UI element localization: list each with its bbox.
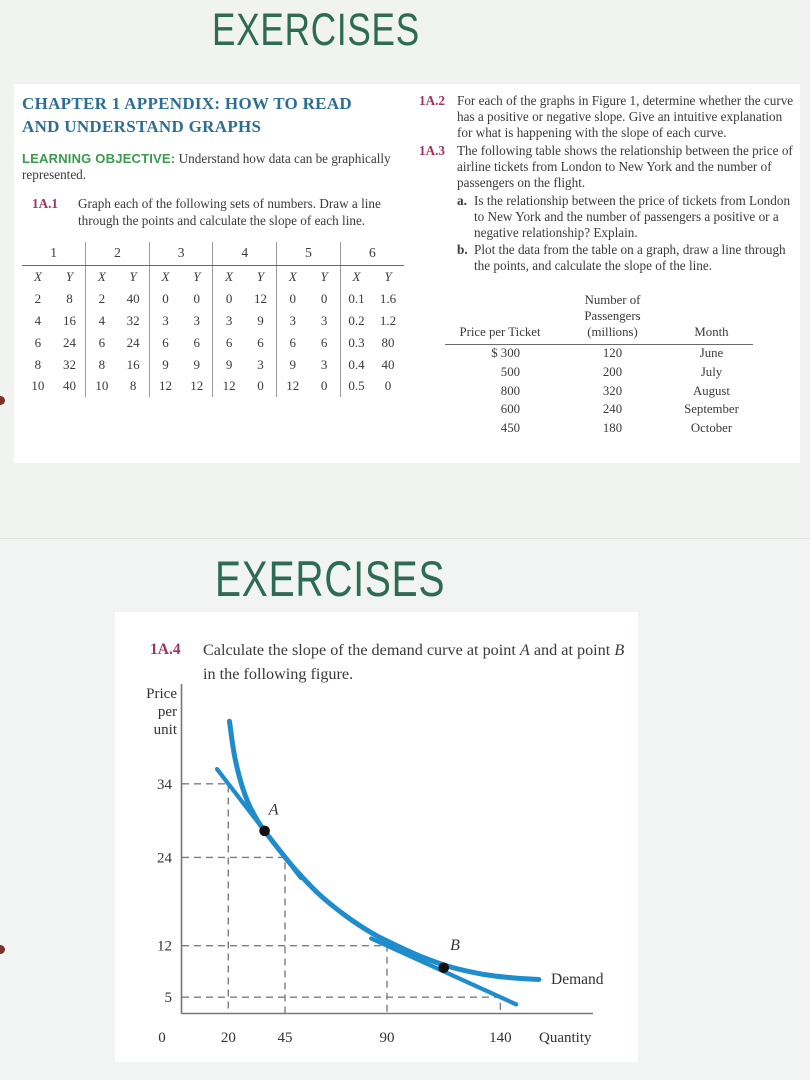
demand-curve-label: Demand — [551, 971, 604, 988]
table-cell: 10 — [86, 375, 118, 397]
text-part: and at point — [529, 641, 615, 659]
table-cell: 120 — [602, 346, 623, 361]
table-cell: 9 — [149, 354, 181, 376]
y-tick-label: 24 — [157, 850, 172, 867]
y-header: Y — [193, 269, 201, 285]
x-header: X — [86, 266, 118, 288]
table-row — [445, 419, 753, 438]
table-cell: 40 — [381, 356, 395, 372]
table-row — [22, 332, 404, 354]
section-divider — [0, 538, 810, 539]
table-cell: 1.6 — [379, 290, 397, 306]
table-cell: 0.1 — [340, 288, 372, 310]
table-cell: 9 — [213, 354, 245, 376]
table-cell: September — [684, 402, 739, 417]
origin-label: 0 — [158, 1030, 166, 1046]
table-cell: 24 — [126, 334, 140, 350]
table-row — [445, 401, 753, 420]
table-cell: 6 — [86, 332, 118, 354]
table-cell: 16 — [62, 312, 76, 328]
text-part: in the following figure. — [203, 665, 354, 684]
x-tick-label: 140 — [489, 1030, 512, 1046]
column-header: Price per Ticket — [445, 292, 555, 344]
sub-item-text: Is the relationship between the price of tickets from London to New York and the number of passengers a positive or a negative relationship? Explain. — [474, 192, 791, 240]
x-header: X — [213, 266, 245, 288]
page-bottom-panel — [115, 612, 638, 1062]
table-cell: 0 — [257, 378, 264, 394]
dashed-guide — [182, 784, 228, 1014]
table-cell: 450 — [500, 420, 520, 435]
exercise-number: 1A.4 — [150, 641, 181, 658]
table-cell: 320 — [602, 383, 623, 398]
text-part: Calculate the slope of the demand curve at point — [203, 641, 520, 659]
dashed-guide — [182, 997, 500, 1013]
table-cell: 4 — [34, 312, 42, 328]
table-cell: 600 — [500, 402, 520, 417]
chapter-heading: CHAPTER 1 APPENDIX: HOW TO READ AND UNDERSTAND GRAPHS — [22, 94, 352, 136]
table-cell: 16 — [126, 356, 140, 372]
point-b-dot — [438, 962, 449, 973]
tangent-at-A-line — [217, 769, 301, 878]
table-cell: 6 — [320, 334, 328, 350]
table-header-row — [445, 292, 753, 344]
dashed-guide — [182, 946, 387, 1014]
column-header: Number of Passengers (millions) — [555, 292, 670, 344]
table-cell: 2 — [34, 290, 42, 306]
y-header: Y — [384, 269, 392, 285]
exercise-1a4 — [140, 638, 627, 687]
table-cell: 0 — [193, 290, 201, 306]
table-cell: 1.2 — [379, 312, 397, 328]
table-cell: 8 — [86, 354, 118, 376]
sub-item-b — [457, 242, 794, 274]
table-cell: 0.5 — [340, 375, 372, 397]
group-label: 2 — [86, 242, 150, 266]
x-header: X — [149, 266, 181, 288]
table-cell: 12 — [213, 375, 245, 397]
table-cell: 10 — [31, 378, 45, 394]
exercise-1a1 — [22, 196, 414, 228]
table-cell: 3 — [213, 310, 245, 332]
table-cell: 6 — [193, 334, 201, 350]
exercise-number: 1A.2 — [419, 93, 446, 108]
table-cell: 40 — [62, 378, 76, 394]
table-cell: August — [693, 383, 730, 398]
group-label: 4 — [213, 242, 277, 266]
table-cell: 6 — [257, 334, 264, 350]
table-cell: 3 — [320, 356, 328, 372]
y-header: Y — [256, 269, 265, 285]
table-cell: 9 — [257, 312, 264, 328]
group-label: 3 — [149, 242, 213, 266]
table-cell: 24 — [62, 334, 76, 350]
y-axis-title: Price — [146, 686, 177, 702]
learning-objective-label: LEARNING OBJECTIVE: — [22, 151, 176, 167]
x-tick-label: 90 — [379, 1030, 395, 1046]
x-axis-title: Quantity — [539, 1030, 592, 1046]
table-cell: 0.2 — [340, 310, 372, 332]
table-cell: 9 — [277, 354, 309, 376]
sub-item-text: Plot the data from the table on a graph, draw a line through the points, and calculate the slope of the line. — [474, 241, 786, 273]
table-row — [445, 344, 753, 363]
table-cell: 8 — [129, 378, 137, 394]
learning-objective-text: Understand how data can be graphically represented. — [22, 151, 391, 183]
y-tick-label: 5 — [164, 990, 172, 1007]
left-column — [22, 93, 414, 397]
ticket-table — [445, 292, 753, 438]
exercises-title-top: EXERCISES — [212, 4, 420, 55]
table-cell: 9 — [193, 356, 201, 372]
exercise-text — [457, 143, 794, 274]
y-header: Y — [129, 269, 137, 285]
x-tick-label: 45 — [277, 1030, 293, 1046]
table-cell: $ 300 — [491, 346, 520, 361]
y-header: Y — [320, 269, 328, 285]
table-cell: 3 — [149, 310, 181, 332]
exercise-number: 1A.1 — [32, 196, 59, 212]
table-cell: October — [690, 420, 733, 435]
y-axis-title: per — [157, 704, 177, 720]
point-a-dot — [259, 826, 270, 837]
table-row — [22, 375, 404, 397]
x-header: X — [277, 266, 309, 288]
table-cell: 0 — [213, 288, 245, 310]
point-a-label: A — [268, 801, 279, 819]
table-cell: 12 — [190, 378, 204, 394]
table-cell: 40 — [126, 290, 140, 306]
exercise-number: 1A.3 — [419, 143, 446, 159]
number-sets-table — [22, 242, 404, 398]
table-cell: 0.4 — [340, 354, 372, 376]
page-top-panel — [14, 84, 800, 463]
table-cell: 3 — [193, 312, 201, 328]
group-label: 6 — [340, 242, 404, 266]
table-cell: 0 — [384, 378, 392, 394]
table-cell: 800 — [500, 383, 520, 398]
table-cell: 32 — [62, 356, 76, 372]
right-column — [417, 93, 794, 438]
table-cell: 8 — [66, 290, 73, 306]
table-header-row — [22, 266, 404, 288]
exercise-text: Graph each of the following sets of numbers. Draw a line through the points and calculate the slope of each line. — [78, 196, 381, 228]
table-cell: 4 — [86, 310, 118, 332]
exercise-text — [203, 638, 627, 687]
table-cell: 2 — [86, 288, 118, 310]
sub-item-a — [457, 193, 794, 241]
group-label: 5 — [277, 242, 341, 266]
point-b-label: B — [450, 937, 460, 955]
y-tick-label: 12 — [157, 938, 172, 955]
dashed-guide — [182, 857, 285, 1013]
y-tick-label: 34 — [157, 776, 172, 793]
table-cell: 3 — [320, 312, 328, 328]
table-cell: 6 — [149, 332, 181, 354]
table-cell: 6 — [34, 334, 42, 350]
table-group-row — [22, 242, 404, 266]
table-row — [22, 288, 404, 310]
learning-objective — [22, 151, 414, 183]
table-cell: 0.3 — [340, 332, 372, 354]
table-cell: 12 — [277, 375, 309, 397]
table-cell: June — [699, 346, 724, 361]
table-cell: 3 — [257, 356, 264, 372]
table-row — [445, 364, 753, 383]
exercise-1a2 — [417, 93, 794, 141]
table-cell: 32 — [126, 312, 140, 328]
table-cell: 0 — [320, 290, 328, 306]
table-cell: 6 — [277, 332, 309, 354]
column-header: Month — [670, 292, 753, 344]
point-b-ref: B — [614, 641, 625, 659]
exercises-title-bottom: EXERCISES — [215, 551, 446, 607]
table-cell: 3 — [277, 310, 309, 332]
x-tick-label: 20 — [220, 1030, 236, 1046]
table-cell: 6 — [213, 332, 245, 354]
x-header: X — [340, 266, 372, 288]
table-cell: 200 — [602, 365, 623, 380]
group-label: 1 — [22, 242, 86, 266]
demand-curve — [230, 721, 539, 979]
table-row — [22, 310, 404, 332]
table-row — [22, 354, 404, 376]
y-axis-title: unit — [153, 722, 177, 738]
table-cell: 80 — [381, 334, 395, 350]
point-a-ref: A — [519, 641, 530, 659]
table-cell: 180 — [602, 420, 623, 435]
table-cell: 12 — [149, 375, 181, 397]
sub-item-label: b. — [457, 241, 468, 257]
table-cell: 240 — [602, 402, 623, 417]
table-cell: July — [700, 365, 723, 380]
table-cell: 0 — [277, 288, 309, 310]
exercise-1a3 — [417, 143, 794, 274]
list-bullet-artifact — [0, 396, 5, 405]
exercise-intro: The following table shows the relationship between the price of airline tickets from London to New York and the number of passengers on the flight. — [457, 143, 793, 191]
table-cell: 12 — [253, 290, 267, 306]
y-header: Y — [65, 269, 74, 285]
sub-item-label: a. — [457, 192, 467, 208]
table-row — [445, 382, 753, 401]
table-cell: 500 — [500, 365, 520, 380]
table-cell: 0 — [149, 288, 181, 310]
table-cell: 8 — [34, 356, 42, 372]
table-cell: 0 — [320, 378, 328, 394]
exercise-text: For each of the graphs in Figure 1, determine whether the curve has a positive or negative slope. Give an intuitive explanation for what is happening with the slope of each curve. — [457, 93, 794, 141]
x-header: X — [33, 269, 42, 285]
